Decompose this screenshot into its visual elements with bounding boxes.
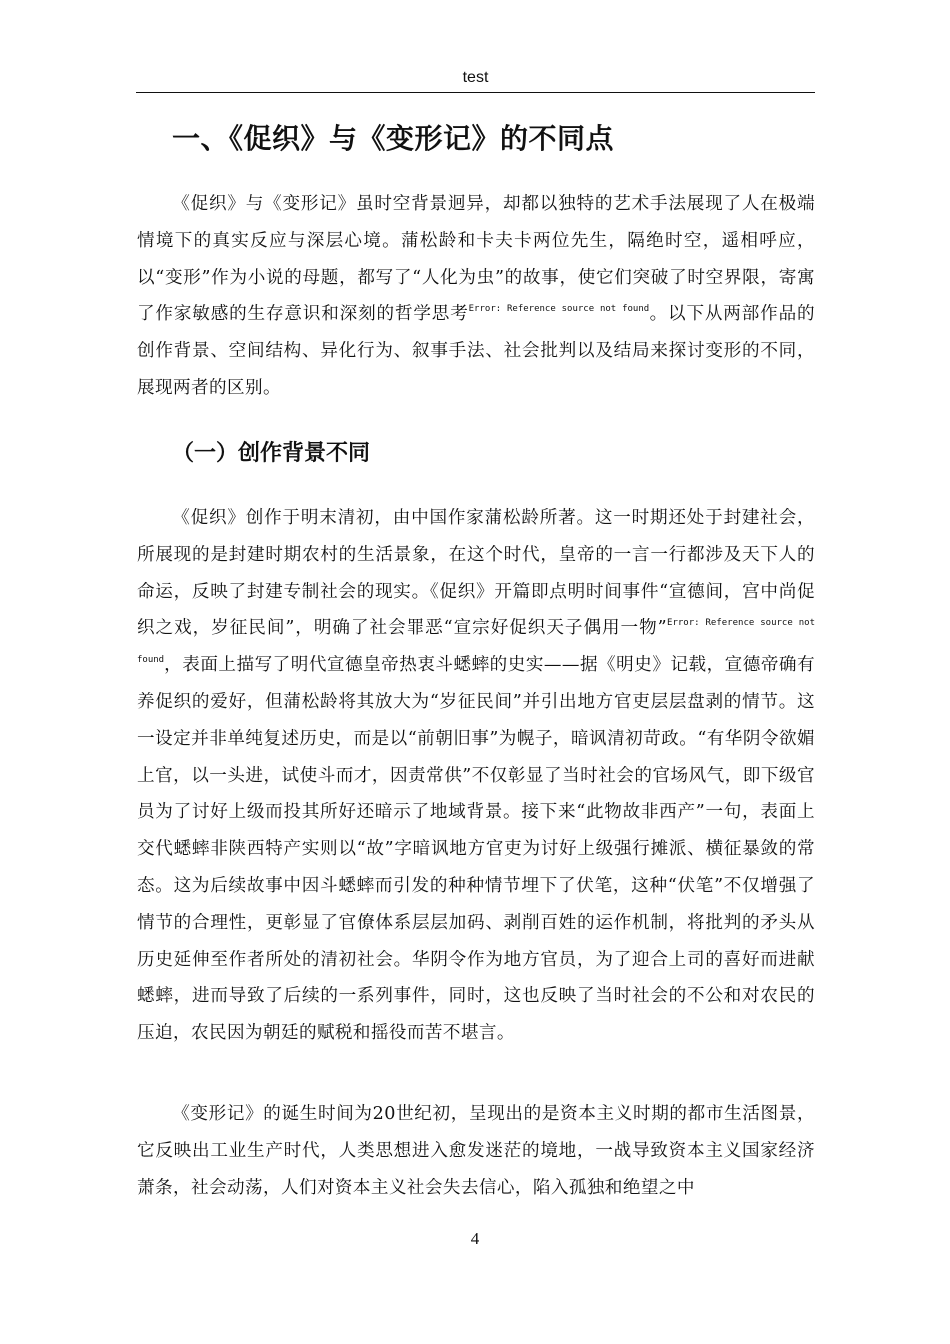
header-divider [136,92,815,93]
intro-paragraph [137,186,815,407]
reference-error-note: Error: Reference source not found [468,304,650,315]
page-number: 4 [470,1229,480,1248]
running-header: test [462,69,489,86]
cuzhi-text-b: ，表面上描写了明代宣德皇帝热衷斗蟋蟀的史实——据《明史》记载，宣德帝确有养促织的爱好，但蒲松龄将其放大为“岁征民间”并引出地方官吏层层盘剥的情节。这一设定并非单纯复述历史，而是以“前朝旧事”为幌子，暗讽清初苛政。“有华阴令欲媚上官，以一头进，试使斗而才，因责常供”不仅彰显了当时社会的官场风气，即下级官员为了讨好上级而投其所好还暗示了地域背景。接下来“此物故非西产”一句，表面上交代蟋蟀非陕西特产实则以“故”字暗讽地方官吏为讨好上级强行摊派、横征暴敛的常态。这为后续故事中因斗蟋蟀而引发的种种情节埋下了伏笔，这种“伏笔”不仅增强了情节的合理性，更彰显了官僚体系层层加码、剥削百姓的运作机制，将批判的矛头从历史延伸至作者所处的清初社会。华阴令作为地方官员，为了迎合上司的喜好而进献蟋蟀，进而导致了后续的一系列事件，同时，这也反映了当时社会的不公和对农民的压迫，农民因为朝廷的赋税和摇役而苦不堪言。 [137,655,815,1044]
reference-error-note: Error: Reference source not found [137,618,815,666]
body-paragraph-metamorphosis: 《变形记》的诞生时间为20世纪初，呈现出的是资本主义时期的都市生活图景，它反映出工业生产时代，人类思想进入愈发迷茫的境地，一战导致资本主义国家经济萧条，社会动荡，人们对资本主义社会失去信心，陷入孤独和绝望之中 [137,1104,815,1198]
body-paragraph-cuzhi [137,500,815,1052]
cuzhi-text-a: 《促织》创作于明末清初，由中国作家蒲松龄所著。这一时期还处于封建社会，所展现的是封建时期农村的生活景象，在这个时代，皇帝的一言一行都涉及天下人的命运，反映了封建专制社会的现实。《促织》开篇即点明时间事件“宣德间，宫中尚促织之戏，岁征民间”，明确了社会罪恶“宣宗好促织天子偶用一物” [137,508,815,639]
subsection-heading: （一）创作背景不同 [172,441,371,466]
intro-text-b: 。以下从两部作品的创作背景、空间结构、异化行为、叙事手法、社会批判以及结局来探讨变形的不同，展现两者的区别。 [137,304,815,398]
intro-text-a: 《促织》与《变形记》虽时空背景迥异，却都以独特的艺术手法展现了人在极端情境下的真实反应与深层心境。蒲松龄和卡夫卡两位先生，隔绝时空，遥相呼应，以“变形”作为小说的母题，都写了“人化为虫”的故事，使它们突破了时空界限，寄寓了作家敏感的生存意识和深刻的哲学思考 [137,194,815,325]
section-heading: 一、《促织》与《变形记》的不同点 [172,122,615,155]
